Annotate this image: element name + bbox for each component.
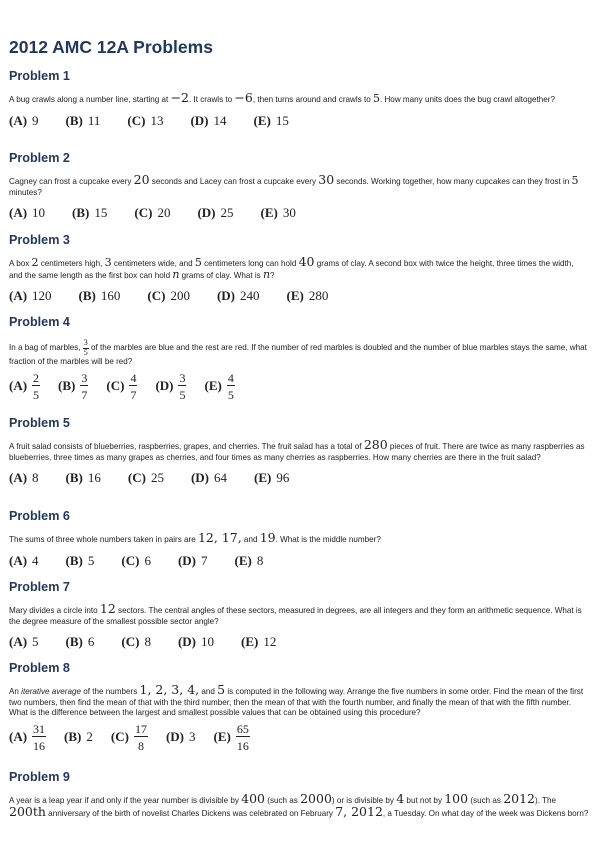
- answer-choices: [9, 113, 589, 129]
- math: 5: [571, 174, 579, 187]
- problem-heading: Problem 1: [9, 69, 70, 83]
- answer-choice-b: (B) 6: [65, 634, 95, 650]
- answer-choices: [9, 372, 589, 401]
- answer-choice-d: (D) 10: [177, 634, 214, 650]
- answer-choice-b: (B) 2: [64, 729, 93, 745]
- problem-heading: Problem 6: [9, 509, 70, 523]
- answer-choice-a: (A) 4: [9, 552, 39, 568]
- answer-choice-a: (A) $\frac{31}{16}$: [9, 721, 46, 753]
- math: n: [172, 267, 180, 281]
- problem-8: [9, 661, 589, 752]
- answer-choice-e: (E) 12: [240, 634, 277, 650]
- answer-choice-d: (D) 7: [177, 552, 208, 568]
- math: 2: [31, 256, 39, 269]
- answer-choice-b: (B) 15: [72, 205, 108, 221]
- fraction: $\frac{3}{5}$: [83, 338, 88, 357]
- answer-choice-d: (D) 240: [216, 288, 260, 304]
- answer-choice-e: (E) $\frac{4}{5}$: [204, 370, 234, 402]
- fraction: $\frac{3}{5}$: [179, 370, 186, 402]
- answer-choice-a: (A) 120: [9, 288, 52, 304]
- math: 400: [241, 791, 265, 806]
- answer-choice-e: (E) 280: [286, 288, 329, 304]
- answer-choice-c: (C) $\frac{4}{7}$: [106, 370, 137, 402]
- answer-choice-d: (D) 25: [197, 205, 234, 221]
- answer-choices: [9, 553, 589, 569]
- answer-choice-b: (B) $\frac{3}{7}$: [58, 370, 88, 402]
- problem-4: [9, 315, 589, 401]
- problem-text: A box 2 centimeters high, 3 centimeters wide, and 5 centimeters long can hold 40 grams of clay. A second box with twice the height, three times the width, and the same length as the first box can hold n grams of clay. What is n?: [9, 254, 574, 281]
- answer-choice-c: (C) 6: [121, 552, 151, 568]
- problem-6: [9, 509, 589, 569]
- problem-heading: Problem 3: [9, 233, 70, 247]
- problem-text: Cagney can frost a cupcake every 20 seconds and Lacey can frost a cupcake every 30 seconds. Working together, how many cupcakes can they frost in 5 minutes?: [9, 172, 579, 197]
- fraction: $\frac{17}{8}$: [134, 721, 147, 753]
- math: 280: [363, 437, 388, 452]
- problem-heading: Problem 4: [9, 315, 70, 329]
- answer-choices: [9, 634, 589, 650]
- problem-text: Mary divides a circle into 12 sectors. The central angles of these sectors, measured in degrees, are all integers and they form an arithmetic sequence. What is the degree measure of the smallest possible sector angle?: [9, 601, 582, 626]
- problem-text: In a bag of marbles, $\frac{3}{5}$ of the marbles are blue and the rest are red. If the number of red marbles is doubled and the number of blue marbles stays the same, what fraction of the marbles will be red?: [9, 338, 587, 366]
- answer-choice-e: (E) 96: [253, 470, 290, 486]
- answer-choice-c: (C) 13: [127, 112, 164, 128]
- problem-1: [9, 69, 589, 129]
- problem-3: [9, 233, 589, 304]
- problem-text: A fruit salad consists of blueberries, raspberries, grapes, and cherries. The fruit salad has a total of 280 pieces of fruit. There are twice as many raspberries as blueberries, three times as many grapes as cherries, and four times as many cherries as raspberries. How many cherries are there in the fruit salad?: [9, 437, 585, 462]
- page-title: 2012 AMC 12A Problems: [9, 37, 213, 57]
- answer-choice-a: (A) 5: [9, 634, 39, 650]
- math: 2012: [503, 791, 535, 806]
- answer-choices: [9, 723, 589, 752]
- answer-choice-a: (A) 8: [9, 470, 39, 486]
- answer-choice-d: (D) 64: [190, 470, 227, 486]
- answer-choice-d: (D) 3: [165, 729, 196, 745]
- math: 5: [194, 256, 202, 269]
- problem-text: A bug crawls along a number line, starting at −2. It crawls to −6, then turns around and crawls to 5. How many units does the bug crawl altogether?: [9, 90, 555, 105]
- math: 19: [259, 530, 276, 545]
- fraction: $\frac{4}{5}$: [227, 370, 234, 402]
- fraction: $\frac{3}{7}$: [81, 370, 88, 402]
- problem-text: An iterative average of the numbers 1, 2, 3, 4, and 5 is computed in the following way. Arrange the five numbers in some order. Find the mean of the first two numbers, then find the mean of that with the third number, then the mean of that with the fourth number, and finally the mean of that with the fifth number. What is the difference between the largest and smallest possible values that can be obtained using this procedure?: [9, 682, 584, 718]
- math: 1, 2, 3, 4,: [139, 682, 200, 697]
- math: 5: [372, 92, 380, 105]
- answer-choice-e: (E) 30: [260, 205, 296, 221]
- answer-choice-c: (C) 8: [121, 634, 151, 650]
- problem-heading: Problem 9: [9, 770, 70, 784]
- math: 2000: [300, 791, 332, 806]
- problem-9: [9, 770, 589, 819]
- math: −2: [170, 90, 189, 105]
- answer-choice-a: (A) 9: [9, 112, 39, 128]
- answer-choice-a: (A) 10: [9, 205, 46, 221]
- answer-choice-d: (D) $\frac{3}{5}$: [155, 370, 186, 402]
- answer-choice-b: (B) 11: [65, 112, 101, 128]
- answer-choices: [9, 288, 589, 304]
- math: 7, 2012: [335, 803, 383, 819]
- math: 3: [104, 256, 112, 269]
- math: n: [262, 267, 271, 281]
- answer-choice-e: (E) 15: [253, 112, 289, 128]
- problem-heading: Problem 8: [9, 661, 70, 675]
- math: 4: [396, 791, 405, 806]
- problem-text: The sums of three whole numbers taken in pairs are 12, 17, and 19. What is the middle number?: [9, 530, 381, 545]
- answer-choice-c: (C) 25: [127, 470, 164, 486]
- math: 20: [133, 172, 150, 187]
- math: 100: [444, 791, 469, 806]
- fraction: $\frac{2}{5}$: [33, 370, 40, 402]
- answer-choice-d: (D) 14: [190, 112, 227, 128]
- problem-heading: Problem 7: [9, 580, 70, 594]
- answer-choice-e: (E) 8: [234, 552, 264, 568]
- fraction: $\frac{4}{7}$: [130, 370, 137, 402]
- problem-5: [9, 416, 589, 486]
- math: −6: [234, 90, 253, 105]
- problem-7: [9, 580, 589, 650]
- math: 40: [298, 254, 315, 269]
- answer-choices: [9, 205, 589, 221]
- fraction: $\frac{65}{16}$: [236, 721, 249, 753]
- answer-choice-a: (A) $\frac{2}{5}$: [9, 370, 40, 402]
- answer-choice-c: (C) 200: [147, 288, 190, 304]
- fraction: $\frac{31}{16}$: [33, 721, 46, 753]
- answer-choice-b: (B) 16: [65, 470, 101, 486]
- math: 12, 17,: [197, 530, 242, 545]
- answer-choice-e: (E) $\frac{65}{16}$: [213, 721, 249, 753]
- problem-text: A year is a leap year if and only if the year number is divisible by 400 (such as 2000) or is divisible by 4 but not by 100 (such as 2012). The 200th anniversary of the birth of novelist Charles Dickens was celebrated on February 7, 2012, a Tuesday. On what day of the week was Dickens born?: [9, 791, 589, 819]
- problem-2: [9, 151, 589, 221]
- math: 200th: [9, 803, 46, 819]
- answer-choice-b: (B) 5: [65, 552, 95, 568]
- answer-choice-b: (B) 160: [78, 288, 121, 304]
- problem-heading: Problem 5: [9, 416, 70, 430]
- math: 12: [99, 601, 116, 616]
- answer-choice-c: (C) 20: [134, 205, 171, 221]
- answer-choice-c: (C) $\frac{17}{8}$: [110, 721, 147, 753]
- math: 5: [217, 682, 226, 697]
- math: 30: [318, 172, 335, 187]
- answer-choices: [9, 470, 589, 486]
- problem-heading: Problem 2: [9, 151, 70, 165]
